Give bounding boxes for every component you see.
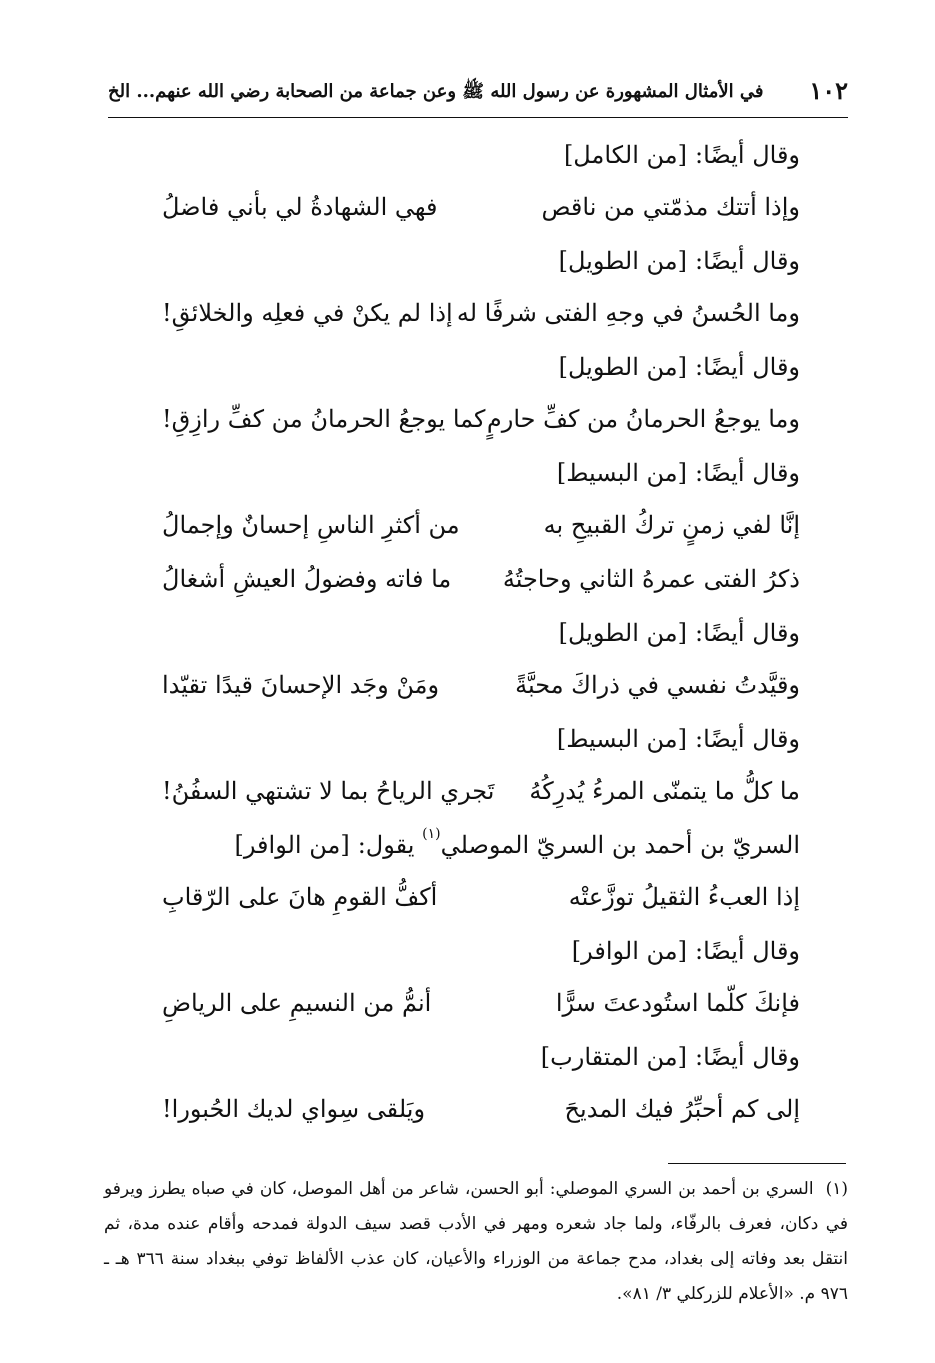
meter-label: [من الطويل]	[558, 619, 687, 647]
verse-second-hemistich: كما يوجعُ الحرمانُ من كفِّ رازِقِ!	[162, 405, 486, 433]
intro-text: وقال أيضًا:	[695, 141, 800, 169]
verse-line	[150, 766, 800, 820]
verse-line	[150, 872, 800, 926]
intro-line	[150, 342, 800, 394]
intro-line	[150, 608, 800, 660]
verse-first-hemistich: وما الحُسنُ في وجهِ الفتى شرفًا له	[456, 299, 800, 327]
meter-label: [من البسيط]	[556, 459, 687, 487]
meter-label: [من الطويل]	[558, 247, 687, 275]
verse-second-hemistich: ويَلقى سِواي لديك الحُبورا!	[162, 1095, 426, 1123]
verse-first-hemistich: إذا العبءُ الثقيلُ توزَّعتْه	[568, 883, 800, 911]
verse-second-hemistich: أكفُّ القومِ هانَ على الرّقابِ	[162, 883, 438, 911]
page-header	[108, 74, 848, 114]
footnote	[104, 1172, 848, 1312]
verse-second-hemistich: تَجري الرياحُ بما لا تشتهي السفُنُ!	[162, 777, 495, 805]
verse-line	[150, 182, 800, 236]
footnote-separator	[668, 1163, 846, 1164]
poetry-body	[150, 130, 800, 1138]
footnote-reference[interactable]: (١)	[422, 826, 441, 842]
verse-line	[150, 978, 800, 1032]
verse-first-hemistich: وما يوجعُ الحرمانُ من كفِّ حارمٍ	[486, 405, 800, 433]
meter-label: [من الوافر]	[571, 937, 687, 965]
verse-second-hemistich: فهي الشهادةُ لي بأني فاضلُ	[162, 193, 438, 221]
verse-line	[150, 500, 800, 554]
verse-line	[150, 288, 800, 342]
verse-line	[150, 660, 800, 714]
verse-first-hemistich: وقيَّدتُ نفسي في ذراكَ محبَّةً	[515, 671, 800, 699]
intro-text: وقال أيضًا:	[695, 725, 800, 753]
running-title: في الأمثال المشهورة عن رسول الله ﷺ وعن جماعة من الصحابة رضي الله عنهم... الخ	[108, 81, 764, 102]
verse-second-hemistich: أنمُّ من النسيمِ على الرياضِ	[162, 989, 432, 1017]
intro-text: وقال أيضًا:	[695, 353, 800, 381]
footnote-marker: (١)	[825, 1179, 848, 1199]
verse-first-hemistich: إنَّا لفي زمنٍ تركُ القبيحِ به	[543, 511, 800, 539]
intro-line	[150, 714, 800, 766]
intro-text: وقال أيضًا:	[695, 247, 800, 275]
verse-first-hemistich: إلى كم أحبِّرُ فيك المديحَ	[564, 1095, 800, 1123]
meter-label: [من البسيط]	[556, 725, 687, 753]
verse-second-hemistich: من أكثرِ الناسِ إحسانٌ وإجمالُ	[162, 511, 460, 539]
page-number: ١٠٢	[809, 76, 848, 105]
verse-first-hemistich: ذكرُ الفتى عمرهُ الثاني وحاجتُهُ	[502, 565, 800, 593]
intro-line	[150, 926, 800, 978]
verse-first-hemistich: فإنكَ كلّما استُودعتَ سرًّا	[555, 989, 800, 1017]
intro-text: وقال أيضًا:	[695, 1043, 800, 1071]
meter-label: [من الكامل]	[563, 141, 687, 169]
verse-first-hemistich: وإذا أتتك مذمّتي من ناقص	[541, 193, 800, 221]
verse-second-hemistich: ومَنْ وجَد الإحسانَ قيدًا تقيّدا	[162, 671, 440, 699]
meter-label: [من الطويل]	[558, 353, 687, 381]
intro-text: وقال أيضًا:	[695, 937, 800, 965]
intro-line	[150, 448, 800, 500]
verse-first-hemistich: ما كلُّ ما يتمنّى المرءُ يُدرِكُهُ	[529, 777, 800, 805]
intro-text: وقال أيضًا:	[695, 619, 800, 647]
meter-label: [من المتقارب]	[540, 1043, 687, 1071]
verse-second-hemistich: إذا لم يكنْ في فعلِه والخلائقِ!	[162, 299, 453, 327]
verse-second-hemistich: ما فاته وفضولُ العيشِ أشغالُ	[162, 565, 452, 593]
verse-line	[150, 1084, 800, 1138]
meter-label: [من الوافر]	[234, 831, 350, 859]
intro-text: وقال أيضًا:	[695, 459, 800, 487]
verse-line	[150, 554, 800, 608]
verse-line	[150, 394, 800, 448]
poet-name: السريّ بن أحمد بن السريّ الموصلي	[440, 831, 800, 859]
intro-line	[150, 1032, 800, 1084]
intro-text: يقول:	[357, 831, 415, 859]
poet-intro-line	[150, 820, 800, 872]
header-rule	[108, 117, 848, 118]
intro-line	[150, 130, 800, 182]
footnote-text: السري بن أحمد بن السري الموصلي: أبو الحسن، شاعر من أهل الموصل، كان في صباه يطرز ويرفو في دكان، فعرف بالرفّاء، ولما جاد شعره ومهر في الأدب قصد سيف الدولة فمدحه وأقام عنده مدة، ثم انتقل بعد وفاته إلى بغداد، مدح جماعة من الوزراء والأعيان، كان عذب الألفاظ توفي ببغداد سنة ٣٦٦ هـ ـ ٩٧٦ م. «الأعلام للزركلي ٣/ ٨١».	[104, 1179, 849, 1304]
intro-line	[150, 236, 800, 288]
